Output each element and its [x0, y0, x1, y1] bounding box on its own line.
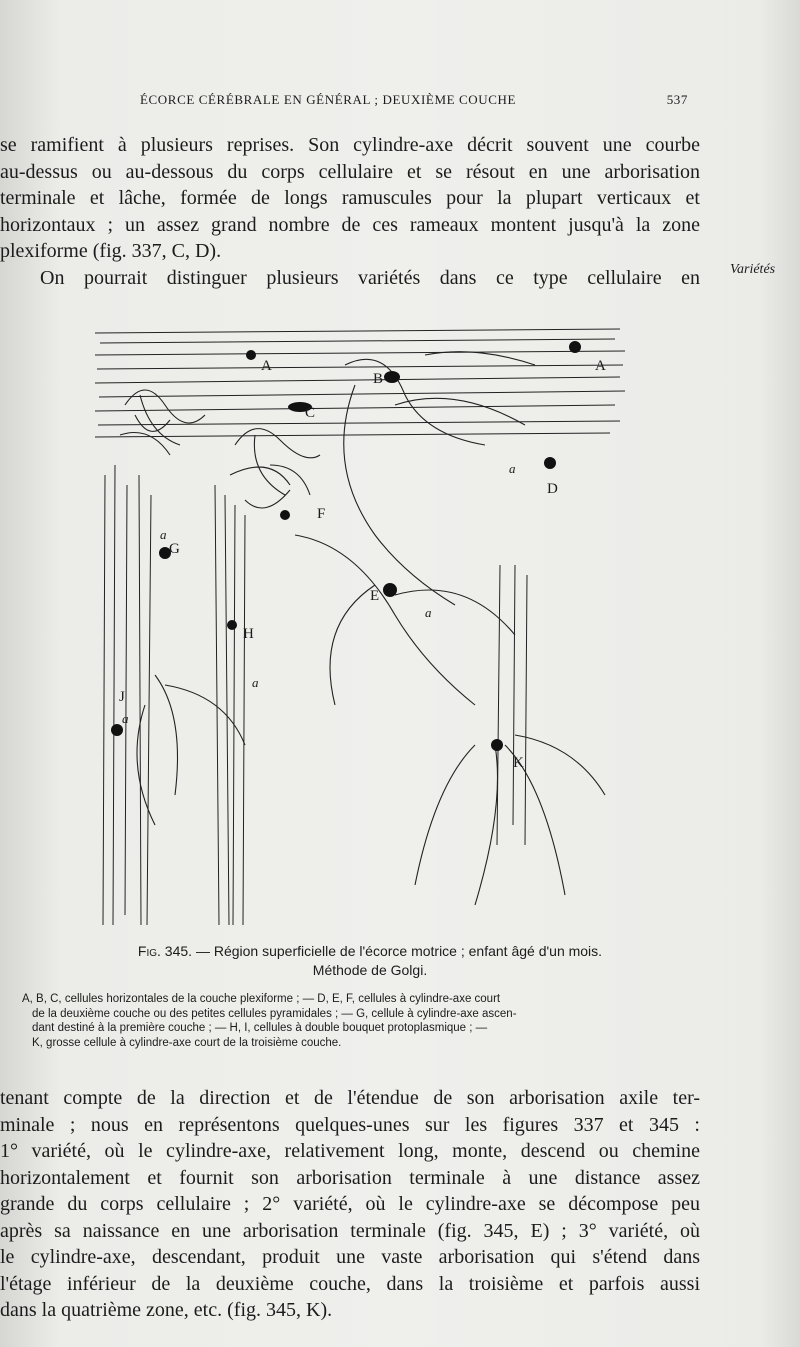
legend-line: A, B, C, cellules horizontales de la couche plexiforme ; — D, E, F, cellules à cylindre-axe court	[22, 993, 501, 1005]
label-f: F	[317, 506, 326, 522]
label-a-left: A	[261, 358, 272, 374]
label-c: C	[305, 405, 316, 421]
text-line: terminale et lâche, formée de longs ramuscules pour la plupart verticaux et	[0, 187, 700, 209]
body-text-bottom	[0, 1085, 700, 1324]
label-j: J	[119, 689, 125, 705]
text-line: dans la quatrième zone, etc. (fig. 345, K).	[0, 1299, 333, 1321]
text-line: 1° variété, où le cylindre-axe, relativement long, monte, descend ou chemine	[0, 1140, 700, 1162]
dendrite-tangles	[120, 352, 535, 605]
legend-line: dant destiné à la première couche ; — H, I, cellules à double bouquet protoplasmique ; —	[32, 1022, 488, 1034]
text-line: On pourrait distinguer plusieurs variétés dans ce type cellulaire en	[40, 266, 700, 289]
figure-legend	[22, 992, 682, 1050]
plexiform-lines	[95, 329, 625, 437]
label-h: H	[243, 626, 254, 642]
label-g: G	[169, 541, 180, 557]
text-line: horizontaux ; un assez grand nombre de ces rameaux montent jusqu'à la zone	[0, 213, 700, 236]
text-line: grande du corps cellulaire ; 2° variété, où le cylindre-axe se décompose peu	[0, 1193, 700, 1215]
text-line: le cylindre-axe, descendant, produit une vaste arborisation qui s'étend dans	[0, 1246, 700, 1268]
golgi-figure	[95, 325, 625, 930]
legend-line: K, grosse cellule à cylindre-axe court de la troisième couche.	[32, 1036, 342, 1049]
text-line: se ramifient à plusieurs reprises. Son cylindre-axe décrit souvent une courbe	[0, 134, 700, 156]
caption-title-text: — Région superficielle de l'écorce motrice ; enfant âgé d'un mois.	[192, 943, 603, 959]
label-a-right: A	[595, 358, 606, 374]
figure-caption	[60, 942, 680, 980]
axon-label: a	[252, 675, 259, 690]
text-line: après sa naissance en une arborisation terminale (fig. 345, E) ; 3° variété, où	[0, 1219, 700, 1242]
axon-label: a	[509, 461, 516, 476]
label-d: D	[547, 481, 558, 497]
figure-labels	[119, 358, 606, 771]
axon-label: a	[425, 605, 432, 620]
page-number: 537	[666, 92, 688, 107]
text-line: au-dessus ou au-dessous du corps cellulaire et se résout en une arborisation	[0, 160, 700, 183]
running-head	[140, 92, 700, 112]
text-line: l'étage inférieur de la deuxième couche, dans la troisième et parfois aussi	[0, 1272, 700, 1295]
label-k: K	[513, 755, 524, 771]
label-e: E	[370, 588, 380, 604]
legend-line: de la deuxième couche ou des petites cellules pyramidales ; — G, cellule à cylindre-axe ascen-	[32, 1007, 517, 1020]
body-text-top	[0, 132, 700, 291]
margin-note: Variétés	[730, 262, 776, 277]
figure-number: Fig. 345.	[137, 943, 193, 959]
axon-label: a	[160, 527, 167, 542]
text-line: minale ; nous en représentons quelques-unes sur les figures 337 et 345 :	[0, 1113, 700, 1136]
running-title: ÉCORCE CÉRÉBRALE EN GÉNÉRAL ; DEUXIÈME COUCHE	[140, 92, 517, 107]
cell-bodies	[111, 341, 581, 751]
caption-title	[60, 942, 680, 961]
axon-label: a	[122, 711, 129, 726]
caption-method: Méthode de Golgi.	[312, 962, 428, 978]
label-b: B	[373, 371, 384, 387]
text-line: horizontalement et fournit son arborisation terminale à une distance assez	[0, 1166, 700, 1189]
text-line: tenant compte de la direction et de l'étendue de son arborisation axile ter-	[0, 1087, 700, 1109]
text-line: plexiforme (fig. 337, C, D).	[0, 240, 222, 262]
